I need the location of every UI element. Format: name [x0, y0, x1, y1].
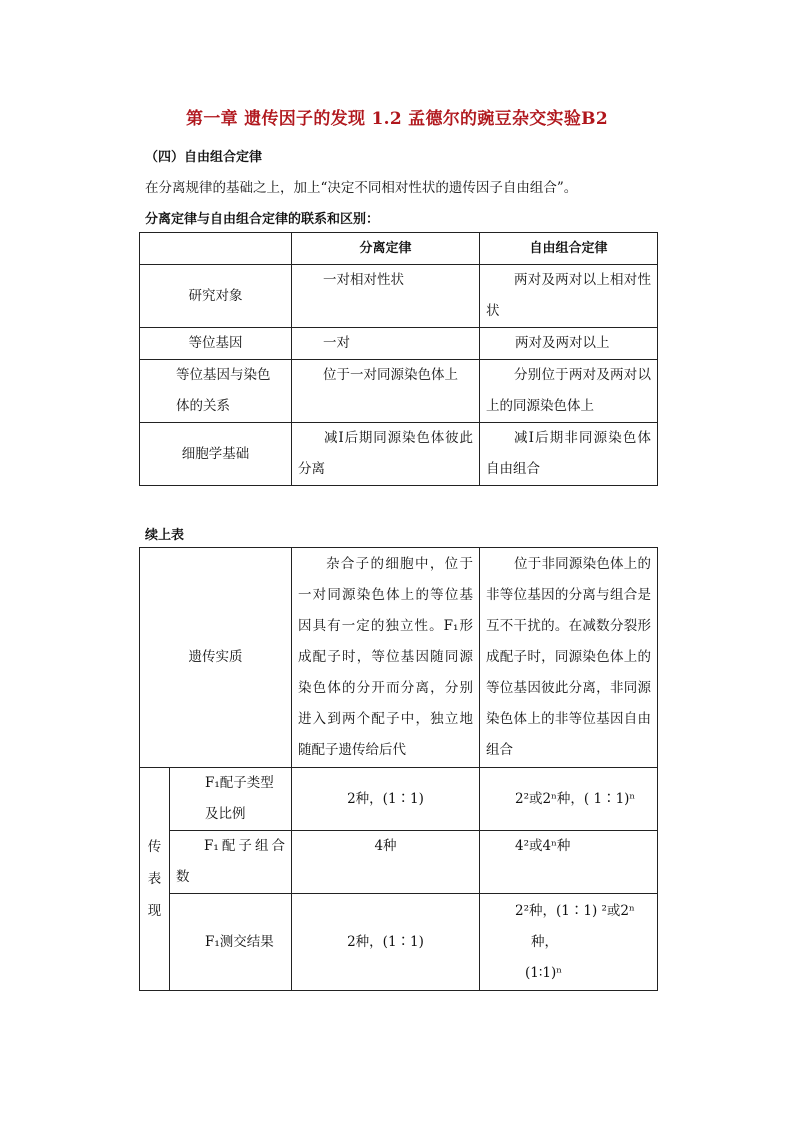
separation-cell: 2种，(1∶1) — [292, 894, 480, 991]
separation-cell: 4种 — [292, 831, 480, 894]
document-title: 第一章 遗传因子的发现 1.2 孟德尔的豌豆杂交实验B2 — [186, 109, 608, 129]
group-label-char: 表 — [147, 871, 162, 887]
group-label-vertical — [140, 768, 170, 991]
separation-cell: 减Ⅰ后期同源染色体彼此分离 — [292, 423, 480, 486]
row-label: 遗传实质 — [140, 548, 292, 768]
table-heading: 分离定律与自由组合定律的联系和区别： — [145, 212, 380, 227]
header-independent-assortment: 自由组合定律 — [480, 233, 658, 265]
intro-paragraph: 在分离规律的基础之上，加上“决定不同相对性状的遗传因子自由组合”。 — [145, 180, 578, 196]
separation-cell: 位于一对同源染色体上 — [292, 360, 480, 423]
row-label: 研究对象 — [140, 265, 292, 328]
header-empty-cell — [140, 233, 292, 265]
row-label: 细胞学基础 — [140, 423, 292, 486]
independent-cell: 位于非同源染色体上的非等位基因的分离与组合是互不干扰的。在减数分裂形成配子时，同源染色体上的等位基因彼此分离，非同源染色体上的非等位基因自由组合 — [480, 548, 658, 768]
row-label: F₁配子类型及比例 — [170, 768, 292, 831]
table-row — [140, 360, 658, 423]
table-row — [140, 423, 658, 486]
independent-cell: 两对及两对以上相对性状 — [480, 265, 658, 328]
independent-cell-line: 种， — [531, 933, 558, 950]
independent-cell-line: 2²种，(1∶1) ²或2ⁿ — [515, 902, 635, 919]
table-row — [140, 328, 658, 360]
row-label: 等位基因与染色体的关系 — [140, 360, 292, 423]
table-header-row — [140, 233, 658, 265]
separation-cell: 一对相对性状 — [292, 265, 480, 328]
table-row — [140, 894, 658, 991]
independent-cell — [480, 894, 658, 991]
row-label: F₁配子组合数 — [170, 831, 292, 894]
header-separation-law: 分离定律 — [292, 233, 480, 265]
row-label: 等位基因 — [140, 328, 292, 360]
separation-cell: 杂合子的细胞中，位于一对同源染色体上的等位基因具有一定的独立性。F₁形成配子时，等位基因随同源染色体的分开而分离，分别进入到两个配子中，独立地随配子遗传给后代 — [292, 548, 480, 768]
separation-cell: 一对 — [292, 328, 480, 360]
table-row — [140, 265, 658, 328]
row-label: F₁测交结果 — [170, 894, 292, 991]
independent-cell: 两对及两对以上 — [480, 328, 658, 360]
comparison-table-continued — [139, 547, 658, 991]
independent-cell-line: (1∶1)ⁿ — [525, 964, 563, 981]
section-heading: （四）自由组合定律 — [145, 150, 263, 165]
independent-cell: 2²或2ⁿ种，( 1∶1)ⁿ — [480, 768, 658, 831]
separation-cell: 2种，(1∶1) — [292, 768, 480, 831]
table-row — [140, 768, 658, 831]
independent-cell: 减Ⅰ后期非同源染色体自由组合 — [480, 423, 658, 486]
independent-cell: 分别位于两对及两对以上的同源染色体上 — [480, 360, 658, 423]
group-label-char: 现 — [147, 903, 162, 919]
independent-cell: 4²或4ⁿ种 — [480, 831, 658, 894]
comparison-table — [139, 232, 658, 486]
table-row — [140, 831, 658, 894]
table-row-essence — [140, 548, 658, 768]
continued-heading: 续上表 — [145, 528, 185, 543]
group-label-char: 传 — [147, 839, 162, 855]
